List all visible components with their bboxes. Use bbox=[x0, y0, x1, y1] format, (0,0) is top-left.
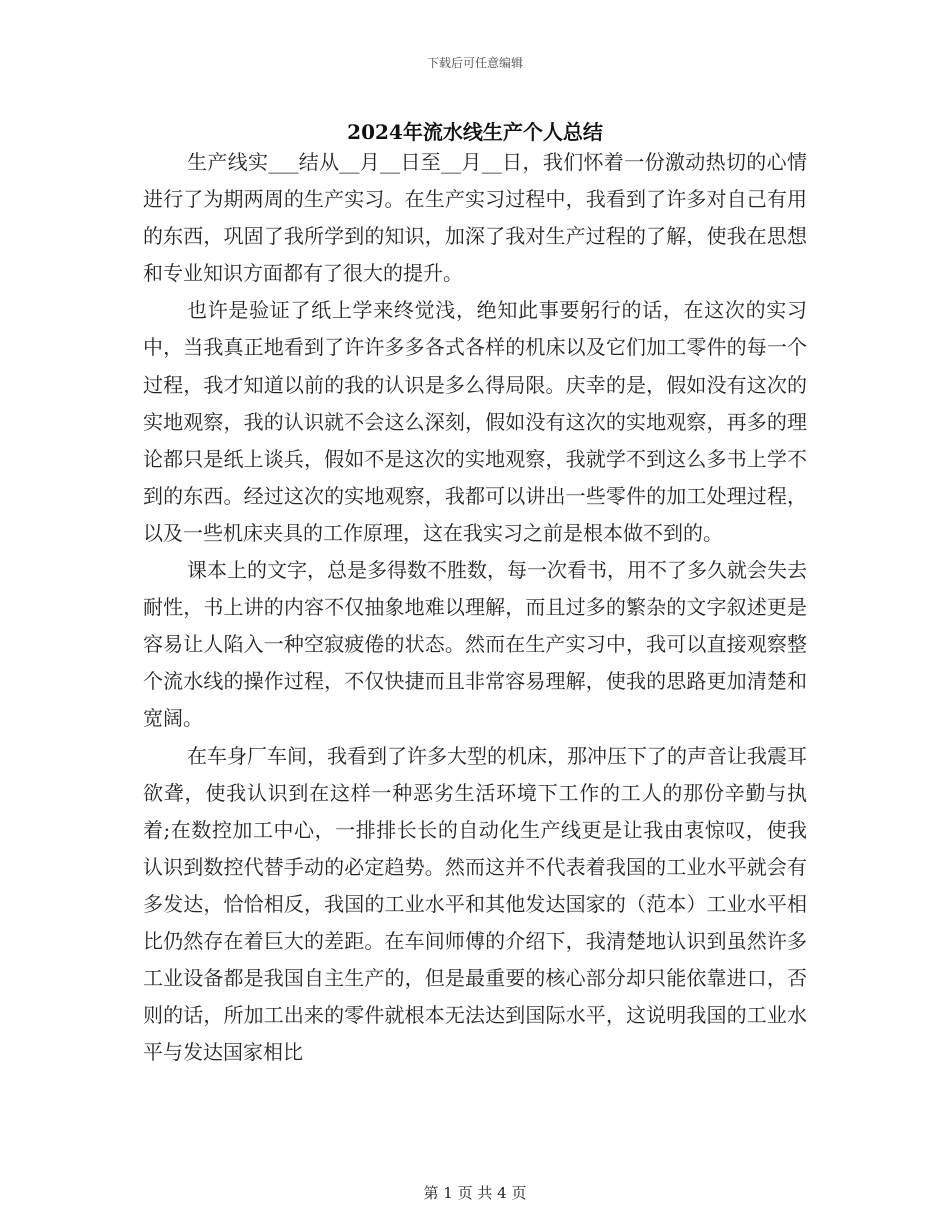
document-body bbox=[143, 144, 807, 1071]
document-title: 2024年流水线生产个人总结 bbox=[347, 120, 603, 144]
page-header: 下载后可任意编辑 bbox=[426, 56, 523, 70]
page-footer: 第 1 页 共 4 页 bbox=[423, 1184, 527, 1202]
paragraph-3: 课本上的文字，总是多得数不胜数，每一次看书，用不了多久就会失去耐性，书上讲的内容不仅抽象地难以理解，而且过多的繁杂的文字叙述更是容易让人陷入一种空寂疲倦的状态。然而在生产实习中，我可以直接观察整个流水线的操作过程，不仅快捷而且非常容易理解，使我的思路更加清楚和宽阔。 bbox=[143, 558, 807, 731]
paragraph-2: 也许是验证了纸上学来终觉浅，绝知此事要躬行的话，在这次的实习中，当我真正地看到了许许多多各式各样的机床以及它们加工零件的每一个过程，我才知道以前的我的认识是多么得局限。庆幸的是，假如没有这次的实地观察，我的认识就不会这么深刻，假如没有这次的实地观察，再多的理论都只是纸上谈兵，假如不是这次的实地观察，我就学不到这么多书上学不到的东西。经过这次的实地观察，我都可以讲出一些零件的加工处理过程，以及一些机床夹具的工作原理，这在我实习之前是根本做不到的。 bbox=[143, 298, 807, 545]
paragraph-4: 在车身厂车间，我看到了许多大型的机床，那冲压下了的声音让我震耳欲聋，使我认识到在这样一种恶劣生活环境下工作的工人的那份辛勤与执着;在数控加工中心，一排排长长的自动化生产线更是让我由衷惊叹，使我认识到数控代替手动的必定趋势。然而这并不代表着我国的工业水平就会有多发达，恰恰相反，我国的工业水平和其他发达国家的（范本）工业水平相比仍然存在着巨大的差距。在车间师傅的介绍下，我清楚地认识到虽然许多工业设备都是我国自主生产的，但是最重要的核心部分却只能依靠进口，否则的话，所加工出来的零件就根本无法达到国际水平，这说明我国的工业水平与发达国家相比 bbox=[143, 743, 807, 1065]
paragraph-1: 生产线实___结从__月__日至__月__日，我们怀着一份激动热切的心情进行了为期两周的生产实习。在生产实习过程中，我看到了许多对自己有用的东西，巩固了我所学到的知识，加深了我对生产过程的了解，使我在思想和专业知识方面都有了很大的提升。 bbox=[143, 150, 807, 286]
